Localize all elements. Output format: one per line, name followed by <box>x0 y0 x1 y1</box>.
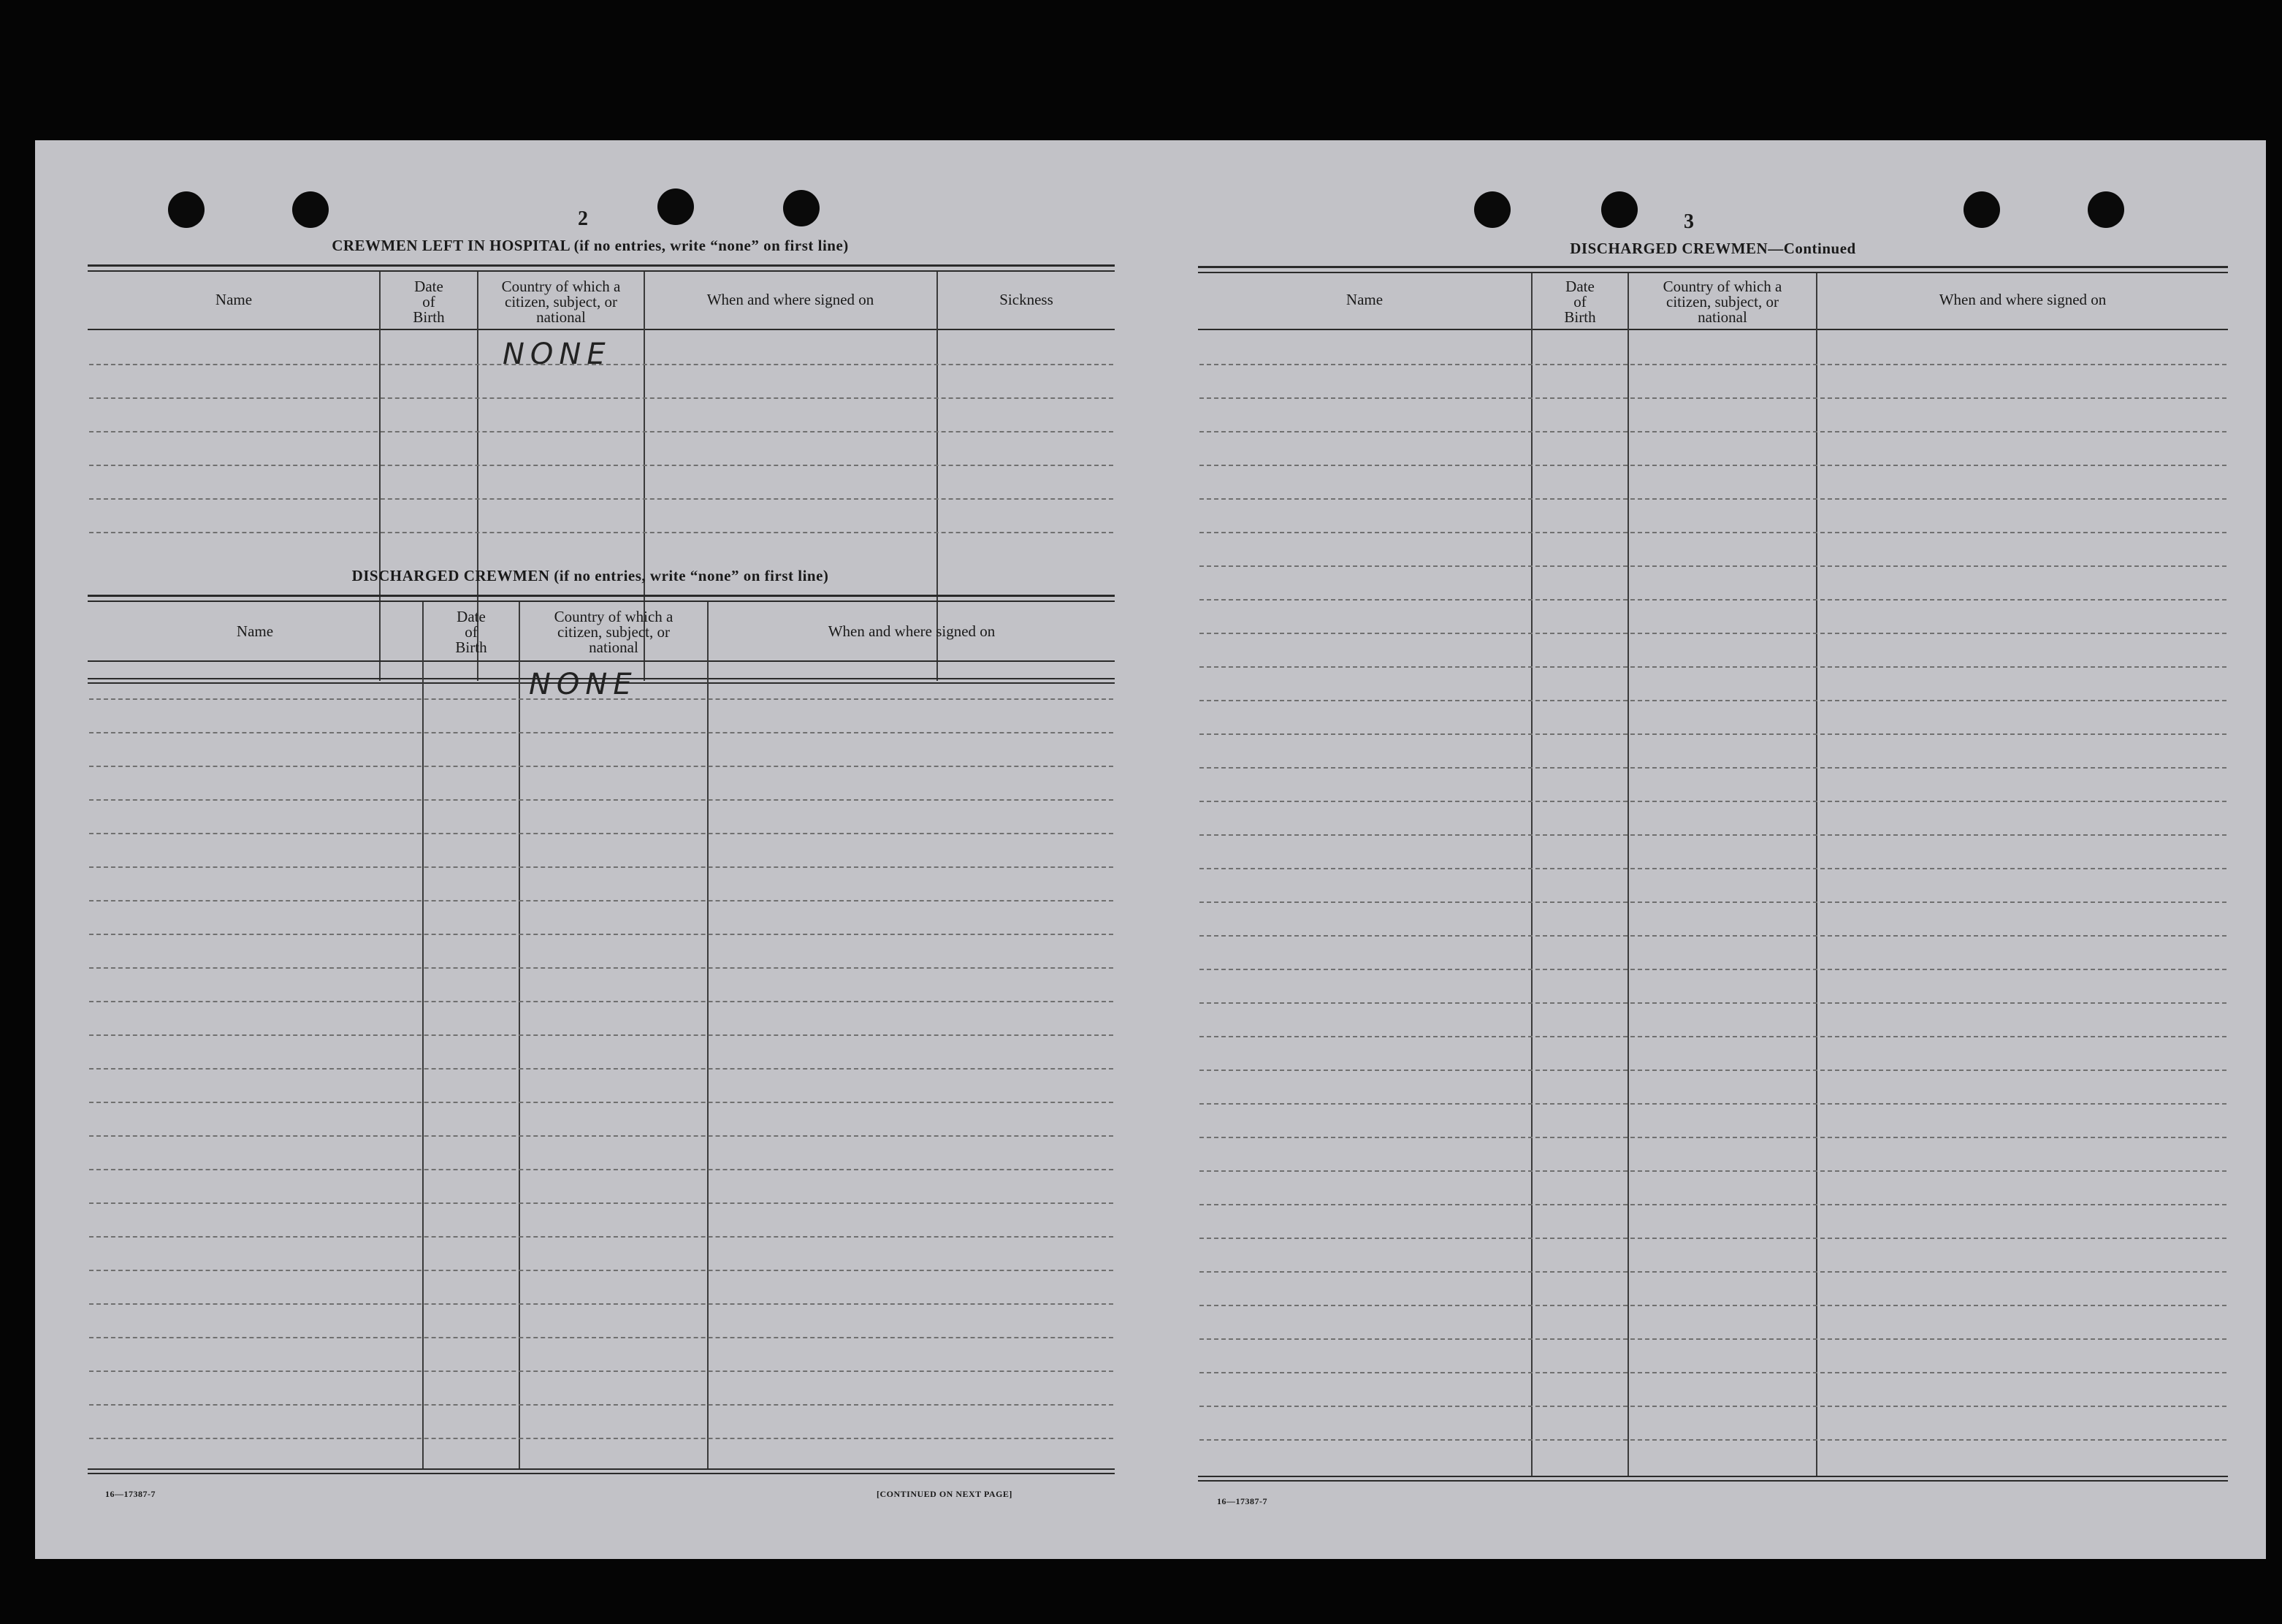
punch-hole <box>2088 191 2124 228</box>
punch-hole <box>783 190 820 226</box>
section-bottom-rule <box>1198 1476 2228 1477</box>
entry-line <box>1199 969 2226 970</box>
entry-line <box>89 431 1113 432</box>
column-header-country: Country of which a citizen, subject, or national <box>1663 278 1782 326</box>
entry-line <box>1199 801 2226 802</box>
top-rule-thin <box>1198 272 2228 273</box>
entry-line <box>1199 465 2226 466</box>
section-bottom-rule <box>88 1473 1115 1474</box>
column-header-name: Name <box>1346 291 1384 308</box>
entry-line <box>1199 767 2226 769</box>
entry-line <box>89 1404 1113 1406</box>
entry-line <box>1199 1036 2226 1037</box>
entry-line <box>1199 1271 2226 1273</box>
entry-line <box>89 1001 1113 1002</box>
top-rule <box>1198 266 2228 268</box>
entry-line <box>1199 1372 2226 1373</box>
entry-line <box>1199 1305 2226 1306</box>
entry-line <box>1199 1137 2226 1138</box>
punch-hole <box>1601 191 1638 228</box>
top-rule <box>88 264 1115 267</box>
column-divider <box>1531 273 1533 1477</box>
entry-line <box>1199 901 2226 903</box>
header-underline <box>1198 329 2228 330</box>
entry-line <box>89 532 1113 533</box>
entry-line <box>89 1102 1113 1103</box>
top-rule <box>88 595 1115 597</box>
entry-line <box>1199 532 2226 533</box>
entry-line <box>1199 666 2226 668</box>
column-divider <box>1816 273 1817 1477</box>
column-header-date-of-birth: Date of Birth <box>413 278 445 326</box>
entry-line <box>89 397 1113 399</box>
column-header-signed-on: When and where signed on <box>1939 291 2107 308</box>
entry-line <box>89 1135 1113 1137</box>
entry-line <box>1199 1238 2226 1239</box>
entry-line <box>89 934 1113 935</box>
entry-line <box>1199 834 2226 836</box>
entry-line <box>1199 1439 2226 1441</box>
entry-line <box>89 967 1113 969</box>
column-header-country: Country of which a citizen, subject, or national <box>554 608 673 656</box>
entry-line <box>1199 868 2226 869</box>
entry-line <box>1199 1103 2226 1105</box>
top-rule-thin <box>88 270 1115 272</box>
column-divider <box>936 272 938 681</box>
continued-note: [CONTINUED ON NEXT PAGE] <box>877 1489 1012 1499</box>
column-header-name: Name <box>215 291 253 308</box>
column-divider <box>1627 273 1629 1477</box>
page-number-left: 2 <box>578 207 588 230</box>
handwritten-entry-none: NONE <box>529 668 638 701</box>
punch-hole <box>1474 191 1511 228</box>
entry-line <box>1199 1070 2226 1071</box>
entry-line <box>89 498 1113 500</box>
entry-line <box>1199 1406 2226 1407</box>
entry-line <box>1199 700 2226 701</box>
entry-line <box>1199 733 2226 735</box>
column-divider <box>379 272 381 681</box>
entry-line <box>89 1034 1113 1036</box>
entry-line <box>89 1169 1113 1170</box>
entry-line <box>1199 565 2226 567</box>
page-number-right: 3 <box>1684 210 1694 233</box>
entry-line <box>89 799 1113 801</box>
entry-line <box>1199 1204 2226 1205</box>
entry-line <box>89 1202 1113 1204</box>
entry-line <box>89 766 1113 767</box>
entry-line <box>89 1371 1113 1372</box>
punch-hole <box>292 191 329 228</box>
punch-hole <box>1964 191 2000 228</box>
column-header-sickness: Sickness <box>999 291 1053 308</box>
top-rule-thin <box>88 601 1115 602</box>
header-underline <box>88 660 1115 662</box>
column-header-country: Country of which a citizen, subject, or national <box>501 278 621 326</box>
column-header-name: Name <box>236 622 274 640</box>
form-number-left: 16—17387-7 <box>105 1489 156 1499</box>
entry-line <box>89 1270 1113 1271</box>
punch-hole <box>168 191 205 228</box>
entry-line <box>89 1337 1113 1338</box>
entry-line <box>89 900 1113 901</box>
entry-line <box>1199 431 2226 432</box>
entry-line <box>89 732 1113 733</box>
discharged-section-title: DISCHARGED CREWMEN (if no entries, write “none” on first line) <box>351 567 829 584</box>
entry-line <box>1199 935 2226 937</box>
form-sheet <box>35 140 2266 1559</box>
entry-line <box>89 1068 1113 1070</box>
entry-line <box>1199 1002 2226 1004</box>
handwritten-entry-none: NONE <box>503 338 611 371</box>
entry-line <box>89 1236 1113 1238</box>
hospital-section-title: CREWMEN LEFT IN HOSPITAL (if no entries, write “none” on first line) <box>332 237 849 254</box>
entry-line <box>89 465 1113 466</box>
entry-line <box>1199 599 2226 601</box>
entry-line <box>1199 1338 2226 1340</box>
entry-line <box>1199 1170 2226 1172</box>
column-header-signed-on: When and where signed on <box>828 622 996 640</box>
column-header-date-of-birth: Date of Birth <box>1564 278 1596 326</box>
entry-line <box>1199 498 2226 500</box>
entry-line <box>89 833 1113 834</box>
entry-line <box>89 866 1113 868</box>
form-number-right: 16—17387-7 <box>1217 1496 1267 1506</box>
entry-line <box>89 1438 1113 1439</box>
entry-line <box>89 1303 1113 1305</box>
column-header-date-of-birth: Date of Birth <box>455 608 487 656</box>
entry-line <box>1199 364 2226 365</box>
column-header-signed-on: When and where signed on <box>706 291 874 308</box>
section-bottom-rule <box>88 1468 1115 1470</box>
header-underline <box>88 329 1115 330</box>
entry-line <box>1199 397 2226 399</box>
punch-hole <box>657 188 694 225</box>
section-bottom-rule <box>1198 1480 2228 1482</box>
entry-line <box>1199 633 2226 634</box>
discharged-continued-title: DISCHARGED CREWMEN—Continued <box>1570 240 1856 257</box>
